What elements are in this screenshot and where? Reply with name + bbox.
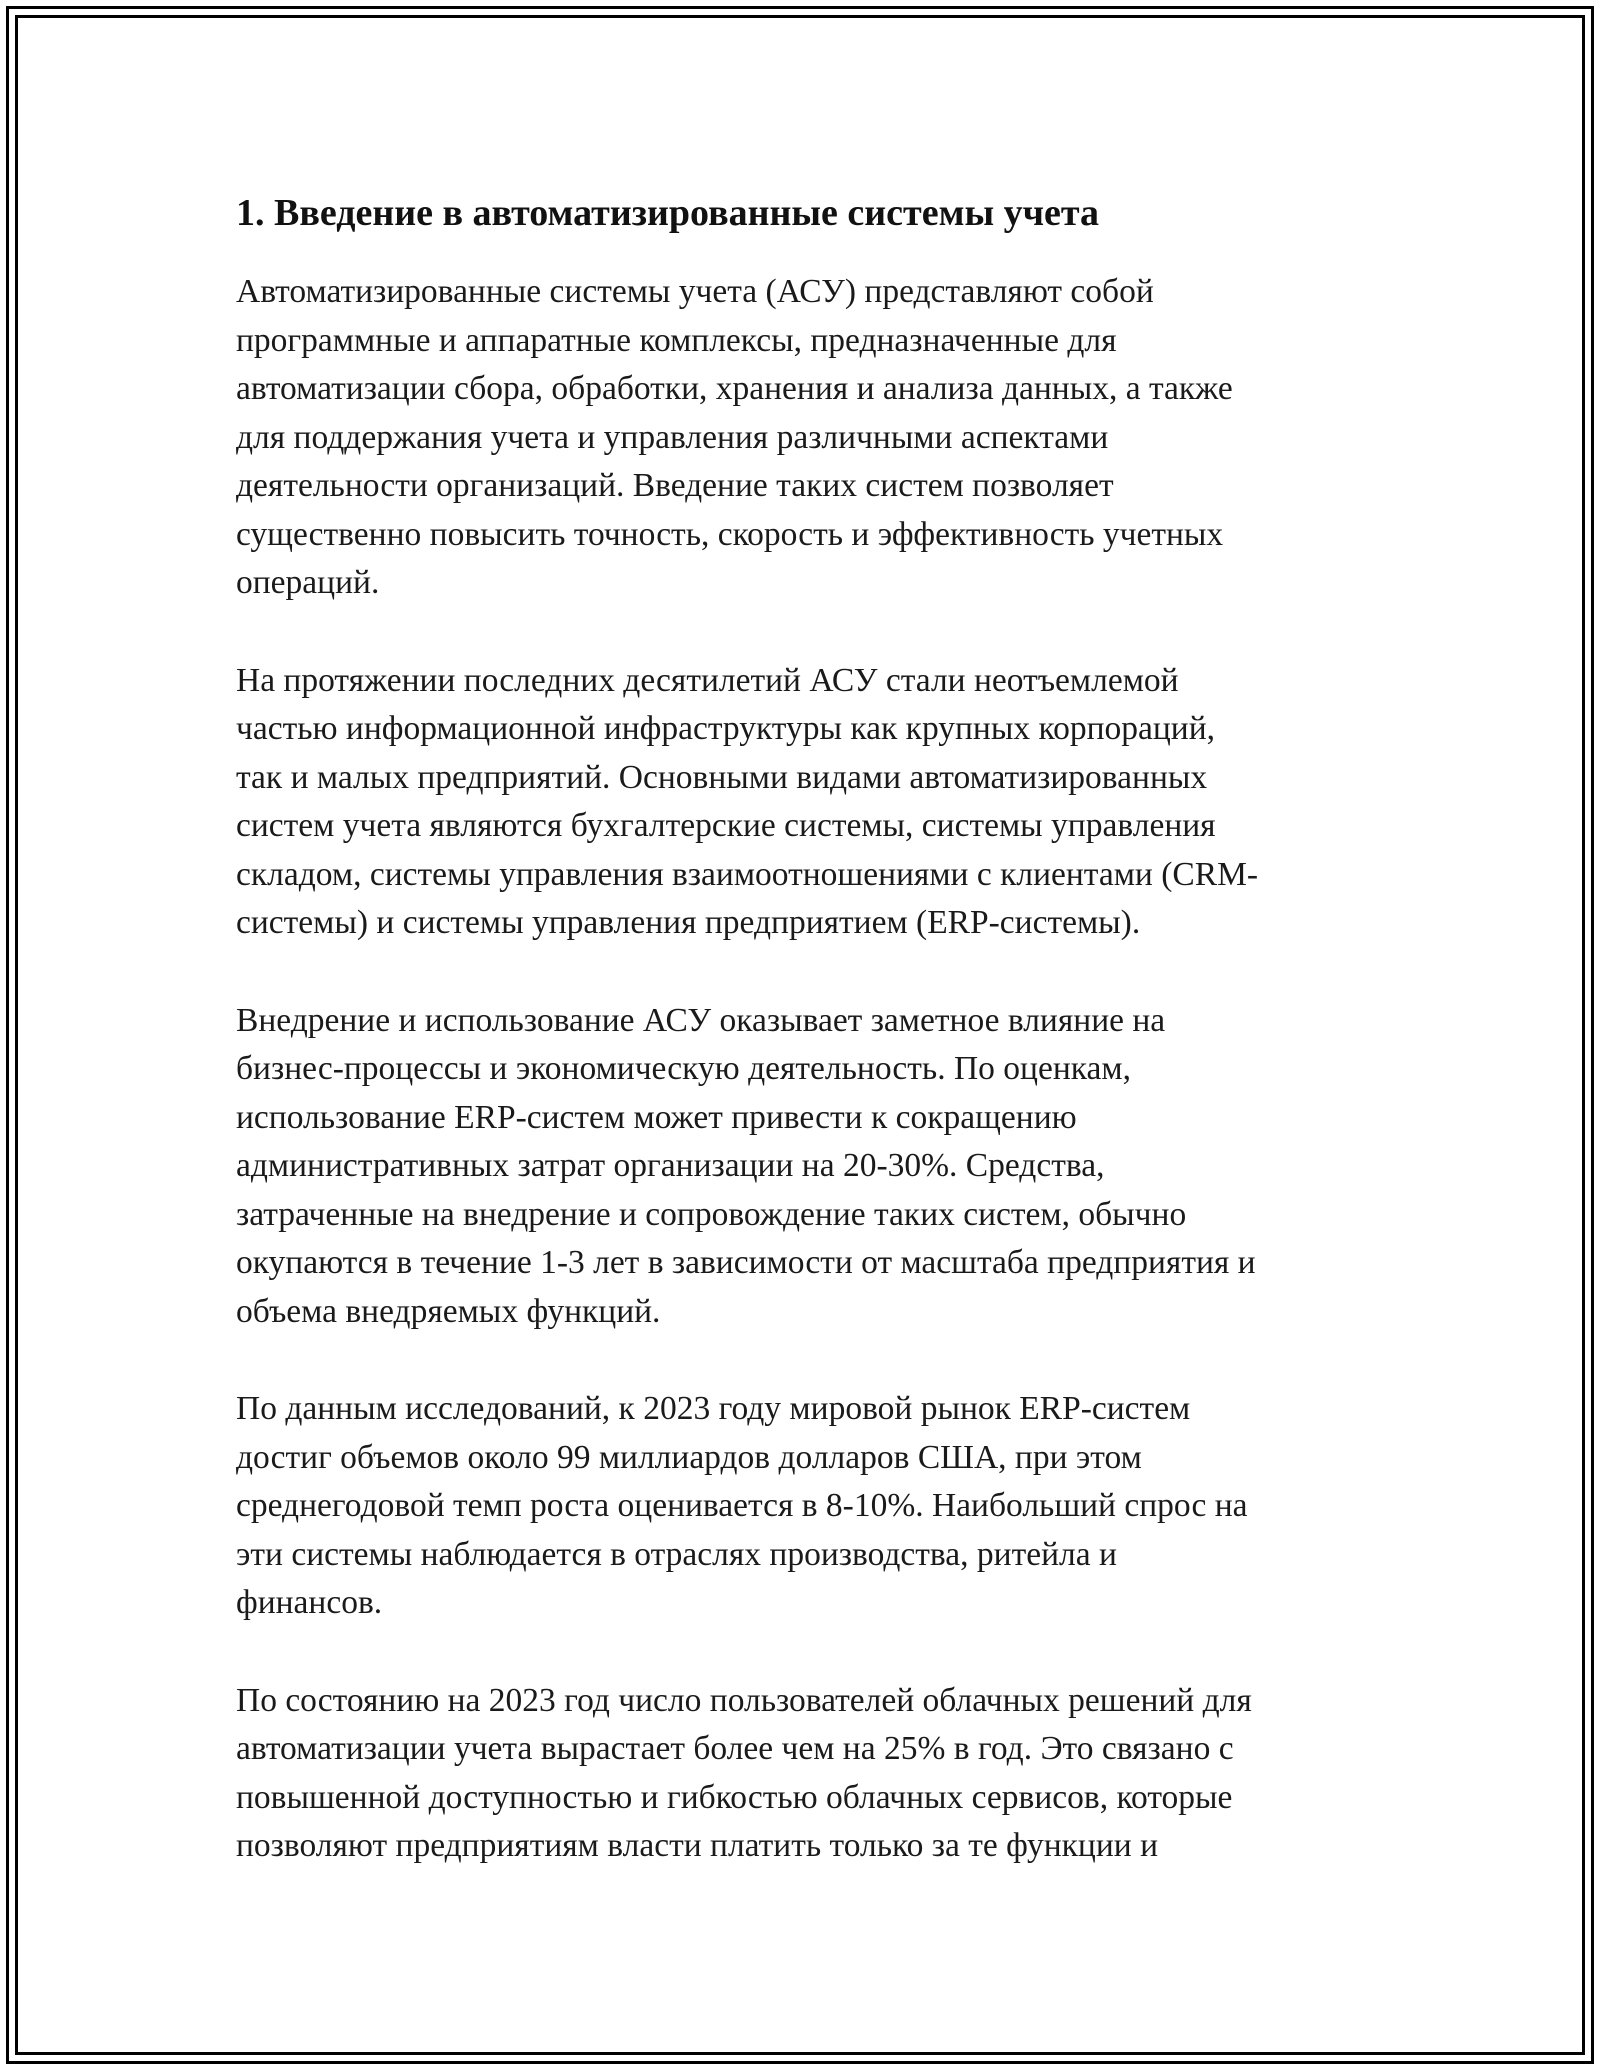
text-line: эти системы наблюдается в отраслях производства, ритейла и — [236, 1535, 1117, 1573]
paragraph-intro — [236, 268, 1366, 608]
text-line: позволяют предприятиям власти платить только за те функции и — [236, 1827, 1159, 1864]
text-line: достиг объемов около 99 миллиардов долларов США, при этом — [236, 1438, 1142, 1476]
text-line: Внедрение и использование АСУ оказывает заметное влияние на — [236, 1001, 1166, 1039]
text-line: деятельности организаций. Введение таких систем позволяет — [236, 467, 1114, 504]
text-line: программные и аппаратные комплексы, предназначенные для — [236, 321, 1117, 359]
text-line: операций. — [236, 564, 380, 601]
text-line: частью информационной инфраструктуры как крупных корпораций, — [236, 710, 1216, 747]
text-line: повышенной доступностью и гибкостью облачных сервисов, которые — [236, 1778, 1233, 1816]
paragraph-cloud — [236, 1677, 1366, 1871]
paragraph-market — [236, 1385, 1366, 1628]
text-line: так и малых предприятий. Основными видами автоматизированных — [236, 758, 1208, 796]
text-line: административных затрат организации на 20-30%. Средства, — [236, 1147, 1105, 1184]
text-line: системы) и системы управления предприятием (ERP-системы). — [236, 904, 1141, 941]
paragraph-impact — [236, 997, 1366, 1337]
text-line: среднегодовой темп роста оценивается в 8-10%. Наибольший спрос на — [236, 1487, 1248, 1524]
text-line: окупаются в течение 1-3 лет в зависимости от масштаба предприятия и — [236, 1244, 1256, 1281]
paragraph-types — [236, 657, 1366, 948]
section-heading: 1. Введение в автоматизированные системы учета — [236, 192, 1100, 234]
text-line: складом, системы управления взаимоотношениями с клиентами (CRM- — [236, 855, 1259, 893]
text-line: По данным исследований, к 2023 году мировой рынок ERP-систем — [236, 1390, 1191, 1427]
text-line: существенно повысить точность, скорость и эффективность учетных — [236, 515, 1224, 553]
text-line: автоматизации учета вырастает более чем на 25% в год. Это связано с — [236, 1730, 1234, 1767]
text-line: По состоянию на 2023 год число пользователей облачных решений для — [236, 1681, 1252, 1719]
text-line: бизнес-процессы и экономическую деятельность. По оценкам, — [236, 1050, 1131, 1087]
text-line: Автоматизированные системы учета (АСУ) представляют собой — [236, 273, 1154, 310]
text-line: для поддержания учета и управления различными аспектами — [236, 418, 1109, 456]
text-line: систем учета являются бухгалтерские системы, системы управления — [236, 807, 1216, 844]
text-line: использование ERP-систем может привести к сокращению — [236, 1098, 1077, 1136]
text-line: финансов. — [236, 1584, 383, 1621]
document-body — [236, 186, 1366, 1920]
text-line: автоматизации сбора, обработки, хранения и анализа данных, а также — [236, 370, 1233, 407]
text-line: объема внедряемых функций. — [236, 1292, 661, 1330]
text-line: На протяжении последних десятилетий АСУ стали неотъемлемой — [236, 661, 1179, 699]
text-line: затраченные на внедрение и сопровождение таких систем, обычно — [236, 1195, 1187, 1233]
